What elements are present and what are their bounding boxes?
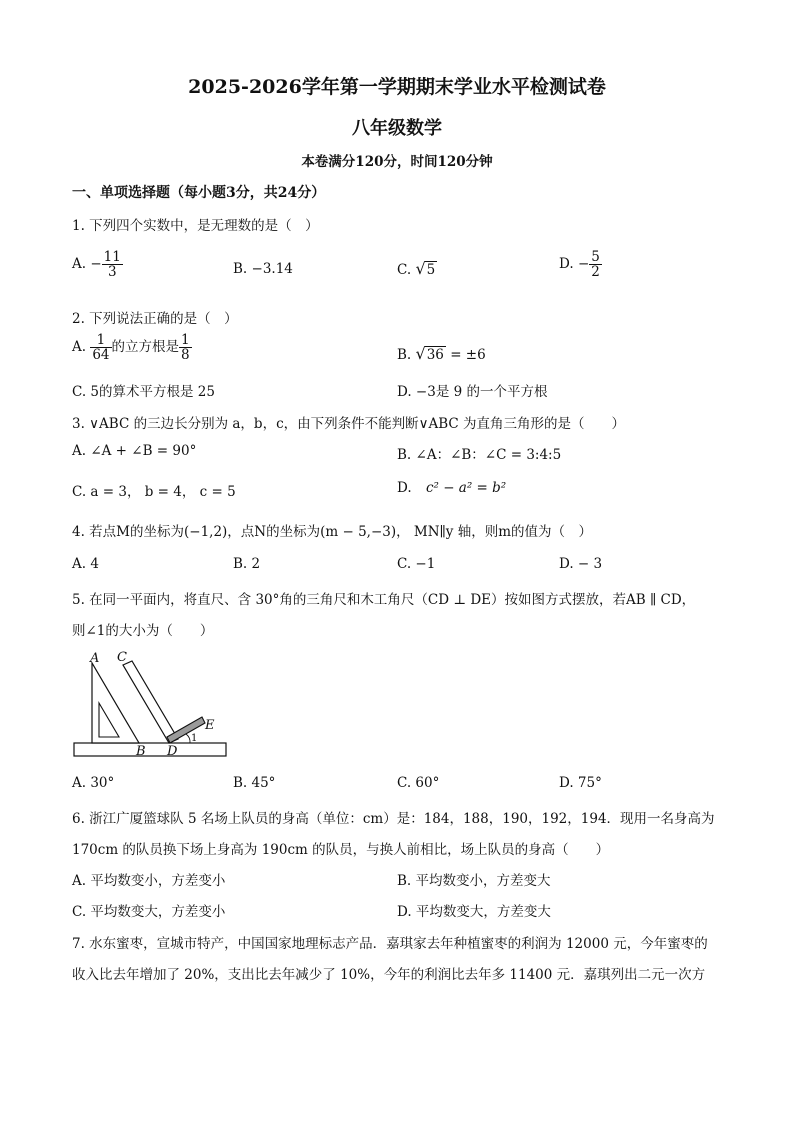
q2-a-mid: 的立方根是 xyxy=(111,339,180,356)
q1-a-fraction xyxy=(102,250,123,279)
q4-stem: 4. 若点M的坐标为(−1,2)，点N的坐标为(m − 5,−3)， MN∥y 轴，则m的值为（ ） xyxy=(72,524,593,540)
q6-stem-line2: 170cm 的队员换下场上身高为 190cm 的队员，与换人前相比，场上队员的身高（ ） xyxy=(72,842,610,858)
q7-stem-line2: 收入比去年增加了 20%，支出比去年减少了 10%，今年的利润比去年多 11400 元．嘉琪列出二元一次方 xyxy=(72,967,706,983)
fig-label-angle-1: 1 xyxy=(191,733,198,744)
fig-label-a: A xyxy=(90,651,100,666)
ruler-shape xyxy=(74,743,226,756)
q2-a-num2: 1 xyxy=(181,332,190,348)
q2-b-rest: = ±6 xyxy=(445,347,486,363)
q2-stem: 2. 下列说法正确的是（ ） xyxy=(72,311,238,327)
q6-option-d: D. 平均数变大，方差变大 xyxy=(397,904,551,920)
q1-d-numerator: 5 xyxy=(591,249,600,265)
q1-a-label: A. xyxy=(72,256,87,273)
q1-c-radicand: 5 xyxy=(426,262,436,278)
fig-label-d: D xyxy=(167,744,178,759)
q2-option-b xyxy=(397,344,486,363)
q5-option-a: A. 30° xyxy=(72,775,115,791)
q4-option-b: B. 2 xyxy=(233,556,261,572)
q1-d-sign: − xyxy=(577,256,590,273)
q3-option-a: A. ∠A + ∠B = 90° xyxy=(72,443,197,459)
q5-option-c: C. 60° xyxy=(397,775,440,791)
q2-a-fraction2 xyxy=(179,333,192,362)
q1-option-a xyxy=(72,250,123,279)
q1-a-numerator: 11 xyxy=(103,249,121,265)
q5-stem-line2: 则∠1的大小为（ ） xyxy=(72,623,214,639)
section-heading: 一、单项选择题（每小题3分，共24分） xyxy=(72,185,326,201)
fig-label-e: E xyxy=(205,718,215,733)
q4-option-a: A. 4 xyxy=(72,556,99,572)
q1-a-denominator: 3 xyxy=(107,264,117,281)
q1-d-fraction xyxy=(589,250,602,279)
q2-option-d: D. −3是 9 的一个平方根 xyxy=(397,384,548,400)
q7-stem-line1: 7. 水东蜜枣，宣城市特产，中国国家地理标志产品．嘉琪家去年种植蜜枣的利润为 12000 元，今年蜜枣的 xyxy=(72,936,708,952)
q5-option-b: B. 45° xyxy=(233,775,276,791)
q2-option-a xyxy=(72,333,192,362)
q2-a-fraction1 xyxy=(90,333,111,362)
q3-option-c: C. a = 3， b = 4， c = 5 xyxy=(72,484,236,500)
exam-note: 本卷满分120分，时间120分钟 xyxy=(301,154,493,170)
q5-option-d: D. 75° xyxy=(559,775,602,791)
q2-a-den1: 64 xyxy=(92,347,110,364)
q1-option-b xyxy=(233,261,293,277)
q3-stem: 3. ∨ABC 的三边长分别为 a，b，c，由下列条件不能判断∨ABC 为直角三角形的是（ ） xyxy=(72,416,626,432)
q1-a-sign: − xyxy=(90,256,102,273)
q1-d-denominator: 2 xyxy=(591,264,600,281)
q2-b-radical-sign: √ xyxy=(415,344,426,363)
q1-c-label: C. xyxy=(397,262,412,278)
q3-d-expr: c² − a² = b² xyxy=(425,480,507,496)
q2-a-label: A. xyxy=(72,339,87,356)
q6-option-b: B. 平均数变小，方差变大 xyxy=(397,873,551,889)
q6-stem-line1: 6. 浙江广厦篮球队 5 名场上队员的身高（单位：cm）是：184，188，190，192，194．现用一名身高为 xyxy=(72,811,715,827)
q1-d-label: D. xyxy=(559,256,574,273)
q2-b-label: B. xyxy=(397,347,412,363)
q1-option-c xyxy=(397,259,437,278)
q6-option-a: A. 平均数变小，方差变小 xyxy=(72,873,226,889)
q5-stem-line1: 5. 在同一平面内，将直尺、含 30°角的三角尺和木工角尺（CD ⊥ DE）按如图方式摆放，若AB ∥ CD， xyxy=(72,592,696,608)
q2-b-radicand: 36 xyxy=(426,347,444,363)
q2-a-den2: 8 xyxy=(181,347,190,364)
q5-figure xyxy=(68,645,233,763)
q2-option-c: C. 5的算术平方根是 25 xyxy=(72,384,215,400)
exam-subtitle: 八年级数学 xyxy=(352,118,442,139)
q2-a-num1: 1 xyxy=(90,333,111,348)
exam-title: 2025-2026学年第一学期期末学业水平检测试卷 xyxy=(188,76,606,98)
q4-option-d: D. − 3 xyxy=(559,556,603,572)
fig-label-b: B xyxy=(136,744,146,759)
q6-option-c: C. 平均数变大，方差变小 xyxy=(72,904,226,920)
q1-option-d xyxy=(559,250,602,279)
q1-stem: 1. 下列四个实数中，是无理数的是（ ） xyxy=(72,218,319,234)
q4-option-c: C. −1 xyxy=(397,556,436,572)
q1-b-text: −3.14 xyxy=(251,261,293,277)
fig-label-c: C xyxy=(117,650,127,665)
q3-option-d xyxy=(397,480,506,496)
q3-option-b: B. ∠A：∠B：∠C = 3:4:5 xyxy=(397,447,562,463)
angle-1-arc xyxy=(186,734,190,743)
q1-c-radical-sign: √ xyxy=(415,259,426,278)
q1-b-label: B. xyxy=(233,261,248,277)
q3-d-label: D. xyxy=(397,480,412,496)
